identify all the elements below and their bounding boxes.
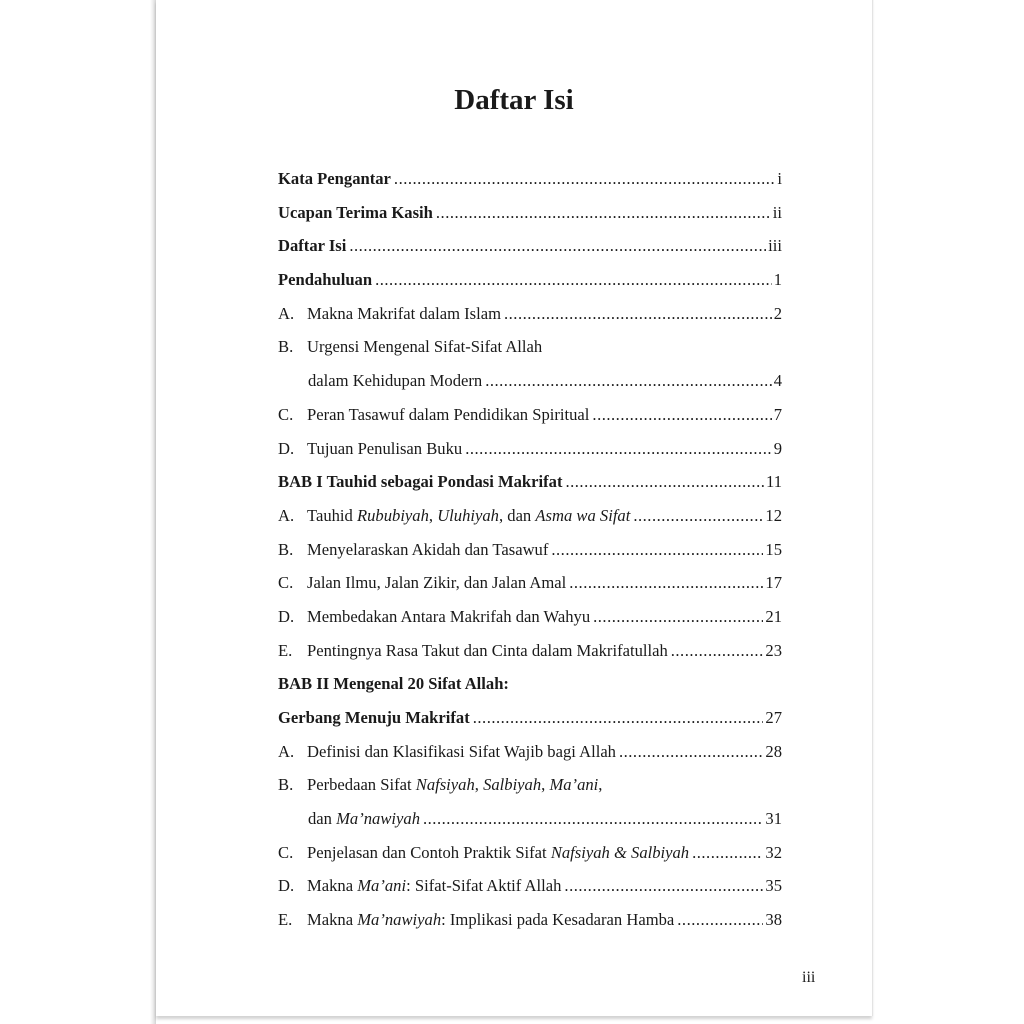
toc-leader-dots [593,600,763,634]
toc-entry-title [307,634,668,668]
toc-entry [278,903,782,937]
toc-entry-title [307,499,630,533]
toc-leader-dots [671,634,764,668]
page-edge [872,0,874,1016]
table-of-contents [278,162,782,937]
toc-entry-title [278,162,391,196]
toc-entry-title-part: BAB I Tauhid sebagai Pondasi Makrifat [278,472,563,492]
toc-entry-letter: D. [278,438,295,458]
toc-entry [278,768,782,802]
toc-entry-title-part: , [474,775,484,795]
document-page [156,0,872,1016]
toc-entry [278,533,782,567]
toc-entry [278,667,782,701]
toc-entry-page: 27 [765,708,782,727]
toc-entry-title-part: Rububiyah [357,505,429,525]
toc-entry-page: 23 [765,640,782,660]
toc-entry-title-part: Ucapan Terima Kasih [278,202,433,222]
toc-entry-title-part: Peran Tasawuf dalam Pendidikan Spiritual [307,404,590,424]
toc-entry-title [278,802,420,836]
toc-entry-title-part: : Implikasi pada Kesadaran Hamba [441,910,675,930]
toc-entry-title [307,432,462,466]
toc-leader-dots [564,869,763,903]
toc-entry-page: 12 [765,505,782,525]
toc-entry [278,634,782,668]
toc-entry-title-part: Ma’nawiyah [357,910,442,930]
toc-entry-title-part: Makna [307,910,358,930]
toc-leader-dots [375,263,772,297]
toc-entry-title-part: Tauhid [307,505,357,525]
toc-entry-title [307,735,616,769]
toc-entry-page: 35 [765,876,782,896]
toc-leader-dots [619,735,763,769]
toc-entry-title [278,667,509,701]
page-shadow [0,0,156,1024]
toc-entry [278,364,782,398]
toc-entry-page: 17 [765,573,782,593]
toc-entry-title-part: Gerbang Menuju Makrifat [278,708,470,727]
toc-entry-letter: D. [278,876,295,896]
toc-entry-title-part: Tujuan Penulisan Buku [307,438,463,458]
toc-leader-dots [465,432,772,466]
toc-entry-title-part: Penjelasan dan Contoh Praktik Sifat [307,842,551,862]
toc-entry-letter: C. [278,573,294,593]
toc-entry-title [307,398,589,432]
toc-entry [278,297,782,331]
toc-entry-page: iii [768,236,782,256]
toc-entry-title [307,330,542,364]
toc-entry-title [278,229,346,263]
toc-entry-title-part: Uluhiyah [437,505,499,525]
toc-leader-dots [677,903,763,937]
toc-entry-page: 21 [765,606,782,626]
toc-entry-letter: B. [278,539,294,559]
page-title: Daftar Isi [454,84,574,116]
toc-entry [278,196,782,230]
toc-entry-page: 32 [765,842,782,862]
toc-entry-title-part: Asma wa Sifat [535,505,631,525]
toc-leader-dots [485,364,772,398]
toc-entry-page: 15 [765,539,782,559]
toc-leader-dots [349,229,766,263]
toc-entry-letter: A. [278,741,295,761]
toc-entry-letter: A. [278,505,295,525]
toc-entry-letter: C. [278,404,294,424]
toc-entry-title-part: BAB II Mengenal 20 Sifat Allah: [278,674,509,694]
toc-entry [278,263,782,297]
toc-entry-title-part: Ma’nawiyah [336,809,420,829]
toc-entry [278,330,782,364]
toc-leader-dots [473,701,764,735]
toc-entry-page: 1 [773,270,782,290]
toc-entry-letter: A. [278,303,295,323]
toc-entry-title [307,768,602,802]
toc-leader-dots [633,499,763,533]
toc-entry-letter: C. [278,842,294,862]
toc-entry-title-part: Makna Makrifat dalam Islam [307,303,501,323]
toc-entry [278,229,782,263]
toc-entry-letter: B. [278,337,294,357]
toc-entry-page: 2 [773,303,782,323]
toc-entry [278,499,782,533]
toc-entry-page: ii [772,202,782,222]
toc-entry-title [278,465,562,499]
toc-entry-title-part: Nafsiyah [415,775,475,795]
toc-entry-title [307,533,548,567]
toc-entry [278,566,782,600]
toc-entry [278,836,782,870]
toc-entry-title [307,566,566,600]
toc-entry-page: 38 [765,910,782,930]
toc-entry-page: 4 [773,371,782,391]
toc-entry-title-part: : Sifat-Sifat Aktif Allah [406,876,562,896]
toc-entry-title [307,869,561,903]
toc-entry-title-part: , [598,775,603,795]
toc-leader-dots [423,802,763,836]
toc-leader-dots [569,566,763,600]
toc-entry-title-part: Daftar Isi [278,236,347,256]
toc-entry-title-part: Urgensi Mengenal Sifat-Sifat Allah [307,337,543,357]
toc-entry-title-part: Pendahuluan [278,270,373,290]
toc-entry-page: 11 [766,472,782,492]
toc-entry [278,162,782,196]
toc-leader-dots [565,465,764,499]
toc-entry [278,802,782,836]
toc-entry-title [278,263,372,297]
toc-entry-title-part: Jalan Ilmu, Jalan Zikir, dan Jalan Amal [307,573,567,593]
toc-entry-title [278,701,470,735]
toc-entry [278,465,782,499]
toc-entry-page: 7 [773,404,782,424]
toc-entry-title-part: Kata Pengantar [278,169,391,188]
toc-entry-title [307,836,689,870]
toc-entry [278,398,782,432]
toc-entry-title-part: Ma’ani [549,775,599,795]
toc-entry-title-part: , [428,505,438,525]
toc-entry-title-part: Nafsiyah & Salbiyah [550,842,690,862]
page-number: iii [802,969,816,986]
toc-entry-title-part: Perbedaan Sifat [307,775,416,795]
toc-entry-title [307,600,590,634]
toc-entry-title [307,297,501,331]
toc-entry-page: 28 [765,741,782,761]
toc-entry-letter: E. [278,910,293,930]
toc-entry-title-part: Membedakan Antara Makrifah dan Wahyu [307,606,591,626]
toc-entry [278,432,782,466]
toc-entry-title-part: Makna [307,876,358,896]
toc-entry-letter: E. [278,640,293,660]
toc-entry-letter: B. [278,775,294,795]
toc-entry [278,600,782,634]
toc-entry-title-part: Ma’ani [357,876,407,896]
toc-leader-dots [692,836,763,870]
toc-entry-title-part: Menyelaraskan Akidah dan Tasawuf [307,539,549,559]
toc-entry-title-part: Definisi dan Klasifikasi Sifat Wajib bagi Allah [307,741,616,761]
toc-leader-dots [394,162,775,196]
toc-entry [278,735,782,769]
toc-entry-title [307,903,674,937]
toc-entry-title-part: , dan [498,505,536,525]
toc-entry-title-part: Pentingnya Rasa Takut dan Cinta dalam Makrifatullah [307,640,668,660]
toc-entry-title-part: Salbiyah [483,775,542,795]
toc-entry-title-part: , [541,775,550,795]
toc-entry-letter: D. [278,606,295,626]
toc-entry-page: 9 [773,438,782,458]
toc-leader-dots [592,398,771,432]
toc-entry [278,701,782,735]
toc-entry-page: 31 [765,809,782,829]
toc-entry-page: i [777,169,782,188]
toc-entry-title-part: dan [308,809,337,829]
toc-entry-title-part: dalam Kehidupan Modern [308,371,483,391]
toc-entry-title [278,196,433,230]
toc-entry [278,869,782,903]
toc-leader-dots [436,196,771,230]
toc-entry-title [278,364,482,398]
toc-leader-dots [504,297,772,331]
toc-leader-dots [551,533,763,567]
